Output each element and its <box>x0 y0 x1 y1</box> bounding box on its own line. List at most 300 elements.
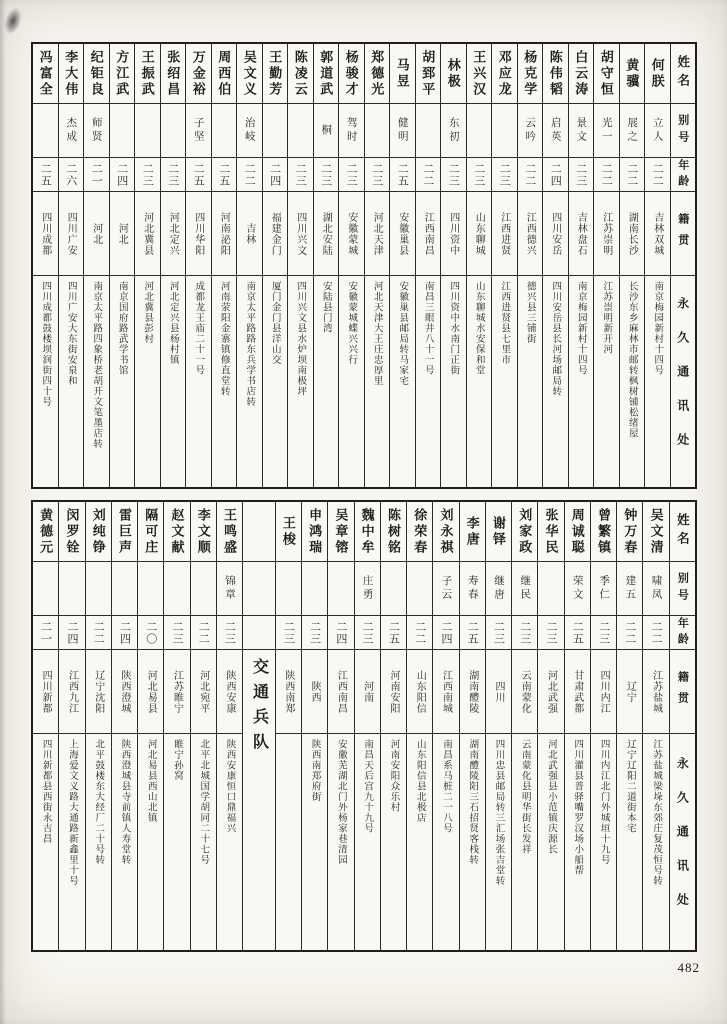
entry-alias <box>381 562 406 616</box>
entry-origin-text: 四川内江 <box>598 669 610 714</box>
entry-name <box>33 502 58 562</box>
entry-address-text: 山东聊城水安保和堂 <box>473 281 484 376</box>
entry-alias <box>433 562 458 616</box>
entry-column <box>313 44 339 487</box>
entry-column <box>415 44 441 487</box>
entry-origin-text: 陕西安康 <box>224 669 236 714</box>
column-header-origin <box>670 650 695 734</box>
entry-origin <box>276 650 301 734</box>
entry-age-text: 二二 <box>243 162 256 187</box>
entry-origin-text: 辽宁 <box>624 680 636 703</box>
entry-name-text: 陈伟韬 <box>547 49 563 98</box>
entry-origin-text: 江苏盐城 <box>650 669 662 714</box>
entry-age-text: 二三 <box>361 620 374 645</box>
entry-column <box>185 44 211 487</box>
entry-name-text: 魏中牟 <box>359 507 375 556</box>
entry-address-text: 四川新都县西街永吉昌 <box>40 739 51 844</box>
column-header-address-text: 永久通讯处 <box>675 296 690 467</box>
entry-address-text: 安徽芜湖北门外杨家巷清园 <box>335 739 346 865</box>
entry-name-text: 邓应龙 <box>496 49 512 98</box>
entry-name <box>518 44 543 104</box>
entry-origin-text: 湖南醴陵 <box>466 669 478 714</box>
entry-alias <box>276 562 301 616</box>
entry-address <box>407 734 432 950</box>
entry-name <box>538 502 563 562</box>
entry-age <box>33 158 58 192</box>
entry-name <box>617 502 642 562</box>
entry-address-text: 河北易县西山北镇 <box>145 739 156 823</box>
entry-age-text: 二三 <box>492 620 505 645</box>
unit-divider-column <box>242 502 275 950</box>
entry-age <box>433 616 458 650</box>
entry-age <box>212 158 237 192</box>
entry-age-text: 二三 <box>345 162 358 187</box>
entry-age-text: 二二 <box>651 162 664 187</box>
entry-origin-text: 江苏睢宁 <box>171 669 183 714</box>
entry-address <box>59 734 84 950</box>
entry-name-text: 白云涛 <box>573 49 589 98</box>
column-header-name <box>671 44 696 104</box>
entry-column <box>33 44 58 487</box>
entry-name <box>591 502 616 562</box>
entry-age <box>339 158 364 192</box>
entry-column <box>593 44 619 487</box>
entry-name-text: 钟万春 <box>622 507 638 556</box>
entry-name <box>492 44 517 104</box>
entry-origin <box>288 192 313 276</box>
entry-age-text: 二三 <box>308 620 321 645</box>
entry-age <box>237 158 262 192</box>
entry-age-text: 二三 <box>223 620 236 645</box>
entry-column <box>406 502 432 950</box>
entry-alias-text: 子云 <box>440 575 452 602</box>
entry-age-text: 二三 <box>498 162 511 187</box>
entry-column <box>537 502 563 950</box>
entry-column <box>216 502 242 950</box>
entry-name <box>276 502 301 562</box>
entry-name <box>512 502 537 562</box>
entry-age-text: 二五 <box>571 620 584 645</box>
entry-name-text: 纪钜良 <box>88 49 104 98</box>
entry-age-text: 二四 <box>439 620 452 645</box>
entry-origin <box>617 650 642 734</box>
entry-origin-text: 吉林双城 <box>651 211 663 256</box>
divider-blank-name <box>243 502 275 562</box>
entry-address-text: 陕西澄城县寺前镇人寿堂转 <box>119 739 130 865</box>
entry-age <box>643 616 668 650</box>
entry-age <box>276 616 301 650</box>
entry-alias <box>314 104 339 158</box>
entry-name-text: 胡郅平 <box>420 49 436 98</box>
column-header-age-text: 年龄 <box>676 158 689 191</box>
entry-age <box>467 158 492 192</box>
entry-age <box>617 616 642 650</box>
entry-age <box>390 158 415 192</box>
entry-alias-text: 东初 <box>447 117 459 144</box>
entry-name <box>569 44 594 104</box>
entry-age-text: 二六 <box>64 162 77 187</box>
entry-age-text: 二五 <box>39 162 52 187</box>
entry-column <box>236 44 262 487</box>
entry-address <box>135 276 160 487</box>
column-header-age <box>670 616 695 650</box>
entry-age-text: 二二 <box>92 620 105 645</box>
entry-name-text: 方江武 <box>114 49 130 98</box>
entry-origin <box>512 650 537 734</box>
entry-column <box>644 44 670 487</box>
entry-alias-text: 季仁 <box>598 575 610 602</box>
entry-column <box>134 44 160 487</box>
entry-name-text: 张华民 <box>543 507 559 556</box>
entry-name-text: 闵罗铨 <box>64 507 80 556</box>
entry-origin-text: 吉林盘石 <box>575 211 587 256</box>
entry-age-text: 二四 <box>65 620 78 645</box>
entry-age-text: 二四 <box>268 162 281 187</box>
entry-age <box>138 616 163 650</box>
entry-origin-text: 四川成都 <box>39 211 51 256</box>
entry-alias-text: 建五 <box>624 575 636 602</box>
entry-alias-text: 启英 <box>549 117 561 144</box>
roster-table-bottom <box>31 500 697 952</box>
entry-name <box>460 502 485 562</box>
entry-origin <box>390 192 415 276</box>
entry-origin-text: 江西南昌 <box>422 211 434 256</box>
entry-alias <box>186 104 211 158</box>
entry-origin-text: 陕西南郑 <box>282 669 294 714</box>
entry-name-text: 谢铎 <box>491 515 506 548</box>
entry-age-text: 二三 <box>141 162 154 187</box>
entry-address-text: 厦门金门县洋山交 <box>269 281 280 365</box>
entry-address <box>538 734 563 950</box>
entry-origin <box>365 192 390 276</box>
entry-name <box>110 44 135 104</box>
entry-address-text: 四川灌县普驿嘴罗汉场小船帮 <box>572 739 583 876</box>
entry-alias-text: 子坚 <box>192 117 204 144</box>
entry-address-text: 河北天津大王庄忠厚里 <box>371 281 382 386</box>
entry-name <box>59 502 84 562</box>
entry-name-text: 隔可庄 <box>143 507 159 556</box>
entry-name-text: 李文顺 <box>195 507 211 556</box>
entry-alias <box>59 104 84 158</box>
entry-name-text: 郭道武 <box>318 49 334 98</box>
entry-age <box>518 158 543 192</box>
entry-alias <box>212 104 237 158</box>
entry-address <box>263 276 288 487</box>
entry-address-text: 河南安阳众乐村 <box>388 739 399 813</box>
entry-name <box>467 44 492 104</box>
entry-age <box>538 616 563 650</box>
entry-origin <box>543 192 568 276</box>
entry-address-text: 四川资中水南门正街 <box>448 281 459 376</box>
entry-column <box>619 44 645 487</box>
entry-alias <box>643 562 668 616</box>
entry-origin-text: 河北 <box>90 222 102 245</box>
entry-alias <box>33 562 58 616</box>
roster-table-top <box>31 42 697 489</box>
entry-origin <box>569 192 594 276</box>
entry-name-text: 吴章镕 <box>333 507 349 556</box>
entry-age-text: 二一 <box>39 620 52 645</box>
entry-name-text: 胡守恒 <box>598 49 614 98</box>
entry-origin <box>492 192 517 276</box>
entry-age <box>569 158 594 192</box>
entry-origin <box>186 192 211 276</box>
entry-age-text: 二三 <box>447 162 460 187</box>
entry-address <box>186 276 211 487</box>
entry-name <box>645 44 670 104</box>
entry-origin <box>217 650 242 734</box>
entry-address <box>288 276 313 487</box>
entry-name <box>217 502 242 562</box>
entry-origin-text: 福建金门 <box>269 211 281 256</box>
entry-address <box>161 276 186 487</box>
entry-origin <box>620 192 645 276</box>
entry-age-text: 二一 <box>90 162 103 187</box>
entry-origin <box>407 650 432 734</box>
entry-column <box>354 502 380 950</box>
entry-alias-text: 健明 <box>396 117 408 144</box>
divider-blank-age <box>243 616 275 650</box>
column-header-alias-text: 别号 <box>676 571 689 606</box>
entry-address <box>591 734 616 950</box>
entry-name <box>381 502 406 562</box>
entry-origin-text: 四川广安 <box>65 211 77 256</box>
entry-age <box>543 158 568 192</box>
entry-address <box>191 734 216 950</box>
entry-age-text: 二三 <box>518 620 531 645</box>
column-header-origin-text: 籍贯 <box>676 212 689 255</box>
entry-address-text: 南京太平路四象桥老胡开文笔墨店转 <box>91 281 102 449</box>
entry-origin <box>33 650 58 734</box>
entry-alias <box>365 104 390 158</box>
entry-origin-text: 云南蒙化 <box>519 669 531 714</box>
entry-alias <box>355 562 380 616</box>
column-header-origin-text: 籍贯 <box>676 670 689 713</box>
entry-name <box>84 44 109 104</box>
entry-origin-text: 河北冀县 <box>141 211 153 256</box>
entry-address-text: 德兴县三铺街 <box>524 281 535 344</box>
entry-address-text: 安徽蒙城蝶兴兴行 <box>346 281 357 365</box>
entry-origin-text: 安徽巢县 <box>396 211 408 256</box>
entry-address <box>617 734 642 950</box>
entry-alias-text: 啸凤 <box>650 575 662 602</box>
entry-column <box>616 502 642 950</box>
entry-address <box>59 276 84 487</box>
entry-origin-text: 河北天津 <box>371 211 383 256</box>
entry-age <box>86 616 111 650</box>
entry-age <box>381 616 406 650</box>
entry-origin <box>112 650 137 734</box>
entry-age-text: 二三 <box>319 162 332 187</box>
entry-column <box>262 44 288 487</box>
entry-address-text: 南昌三眼井八十一号 <box>422 281 433 376</box>
entry-address-text: 陕西安康恒口鼎福兴 <box>224 739 235 834</box>
entry-alias <box>112 562 137 616</box>
entry-address <box>33 734 58 950</box>
entry-origin <box>84 192 109 276</box>
entry-name <box>135 44 160 104</box>
entry-address-text: 江西进贤县七里市 <box>499 281 510 365</box>
entry-age <box>645 158 670 192</box>
entry-age <box>591 616 616 650</box>
entry-name <box>314 44 339 104</box>
entry-age <box>460 616 485 650</box>
entry-address <box>138 734 163 950</box>
entry-address <box>460 734 485 950</box>
entry-age-text: 二三 <box>545 620 558 645</box>
entry-address <box>512 734 537 950</box>
entry-origin-text: 河北易县 <box>145 669 157 714</box>
entry-address <box>365 276 390 487</box>
entry-age-text: 二二 <box>600 162 613 187</box>
entry-age-text: 二五 <box>466 620 479 645</box>
entry-age-text: 二五 <box>387 620 400 645</box>
entry-name-text: 郑德光 <box>369 49 385 98</box>
entry-address-text: 南昌系马桩二一八号 <box>440 739 451 834</box>
entry-alias-text: 云吟 <box>524 117 536 144</box>
entry-address-text: 河北武强县小范镇庆源长 <box>546 739 557 855</box>
entry-address-text: 四川内江北门外城垣十九号 <box>598 739 609 865</box>
entry-origin-text: 陕西 <box>309 680 321 703</box>
entry-name-text: 刘家政 <box>517 507 533 556</box>
entry-name-text: 曾繁镇 <box>596 507 612 556</box>
entry-origin-text: 辽宁沈阳 <box>92 669 104 714</box>
entry-age-text: 二二 <box>413 620 426 645</box>
entry-origin-text: 四川安岳 <box>549 211 561 256</box>
entry-age <box>314 158 339 192</box>
entry-alias <box>263 104 288 158</box>
entry-age <box>441 158 466 192</box>
entry-origin <box>460 650 485 734</box>
entry-address <box>620 276 645 487</box>
entry-alias <box>164 562 189 616</box>
entry-age-text: 二〇 <box>144 620 157 645</box>
entry-address <box>492 276 517 487</box>
entry-origin <box>86 650 111 734</box>
entry-name <box>407 502 432 562</box>
entry-alias <box>569 104 594 158</box>
entry-column <box>380 502 406 950</box>
entry-alias-text: 庄勇 <box>361 575 373 602</box>
entry-address <box>84 276 109 487</box>
entry-origin-text: 湖北安陆 <box>320 211 332 256</box>
entry-age-text: 二四 <box>549 162 562 187</box>
entry-alias <box>84 104 109 158</box>
entry-origin-text: 山东聊城 <box>473 211 485 256</box>
entry-column <box>491 44 517 487</box>
entry-age <box>110 158 135 192</box>
entry-origin <box>565 650 590 734</box>
entry-age <box>620 158 645 192</box>
entry-alias <box>288 104 313 158</box>
entry-name <box>543 44 568 104</box>
entry-alias <box>328 562 353 616</box>
entry-age <box>594 158 619 192</box>
entry-age <box>59 616 84 650</box>
entry-name-text: 王梭 <box>280 515 296 548</box>
entry-alias <box>467 104 492 158</box>
entry-age-text: 二四 <box>334 620 347 645</box>
entry-name <box>594 44 619 104</box>
entry-alias <box>110 104 135 158</box>
header-column <box>670 44 696 487</box>
entry-alias <box>460 562 485 616</box>
entry-age <box>164 616 189 650</box>
entry-name-text: 杨骏才 <box>343 49 359 98</box>
entry-column <box>485 502 511 950</box>
entry-address <box>518 276 543 487</box>
entry-name <box>328 502 353 562</box>
entry-alias <box>565 562 590 616</box>
entry-alias-text: 师贤 <box>90 117 102 144</box>
entry-alias-text: 寿春 <box>466 575 478 602</box>
entry-address-text: 湖南醴陵阳三石招贤客栈转 <box>467 739 478 865</box>
entry-origin-text: 河北定兴 <box>167 211 179 256</box>
entry-alias <box>538 562 563 616</box>
entry-origin <box>518 192 543 276</box>
entry-age-text: 二四 <box>118 620 131 645</box>
entry-address <box>543 276 568 487</box>
entry-origin-text: 江西南昌 <box>335 669 347 714</box>
entry-name <box>138 502 163 562</box>
entry-column <box>389 44 415 487</box>
entry-alias <box>486 562 511 616</box>
entry-origin <box>591 650 616 734</box>
entry-alias <box>217 562 242 616</box>
entry-name-text: 徐荣春 <box>412 507 428 556</box>
entry-address-text: 四川安岳县长河场邮局转 <box>550 281 561 397</box>
entry-age <box>135 158 160 192</box>
entry-alias-text: 光一 <box>600 117 612 144</box>
entry-name-text: 吴文清 <box>648 507 664 556</box>
entry-origin-text: 四川 <box>493 680 504 703</box>
entry-alias <box>302 562 327 616</box>
entry-name <box>365 44 390 104</box>
entry-column <box>287 44 313 487</box>
entry-address <box>86 734 111 950</box>
entry-age <box>263 158 288 192</box>
entry-age <box>59 158 84 192</box>
entry-address-text: 成都龙王庙二十一号 <box>193 281 204 376</box>
entry-name <box>86 502 111 562</box>
entry-age <box>512 616 537 650</box>
entry-name-text: 陈凌云 <box>292 49 308 98</box>
entry-origin-text: 安徽蒙城 <box>345 211 357 256</box>
entry-address-text: 安徽巢县邮局转马家宅 <box>397 281 408 386</box>
entry-origin <box>643 650 668 734</box>
entry-column <box>58 502 84 950</box>
entry-address-text: 南京国府路武学书馆 <box>116 281 127 376</box>
entry-age-text: 二二 <box>421 162 434 187</box>
entry-origin-text: 河北 <box>116 222 128 245</box>
entry-origin <box>645 192 670 276</box>
entry-alias <box>416 104 441 158</box>
entry-address-text: 四川忠县邮局转三汇场张吉堂转 <box>493 739 504 886</box>
entry-alias <box>620 104 645 158</box>
entry-column <box>301 502 327 950</box>
entry-alias <box>591 562 616 616</box>
entry-origin <box>263 192 288 276</box>
entry-name-text: 林极 <box>445 57 461 90</box>
entry-name-text: 周西伯 <box>216 49 232 98</box>
entry-alias-text: 治岐 <box>243 117 255 144</box>
entry-origin-text: 陕西澄城 <box>118 669 130 714</box>
entry-address <box>645 276 670 487</box>
entry-address-text: 四川广安大东街安泉和 <box>65 281 76 386</box>
entry-origin <box>237 192 262 276</box>
entry-column <box>642 502 668 950</box>
entry-alias <box>518 104 543 158</box>
